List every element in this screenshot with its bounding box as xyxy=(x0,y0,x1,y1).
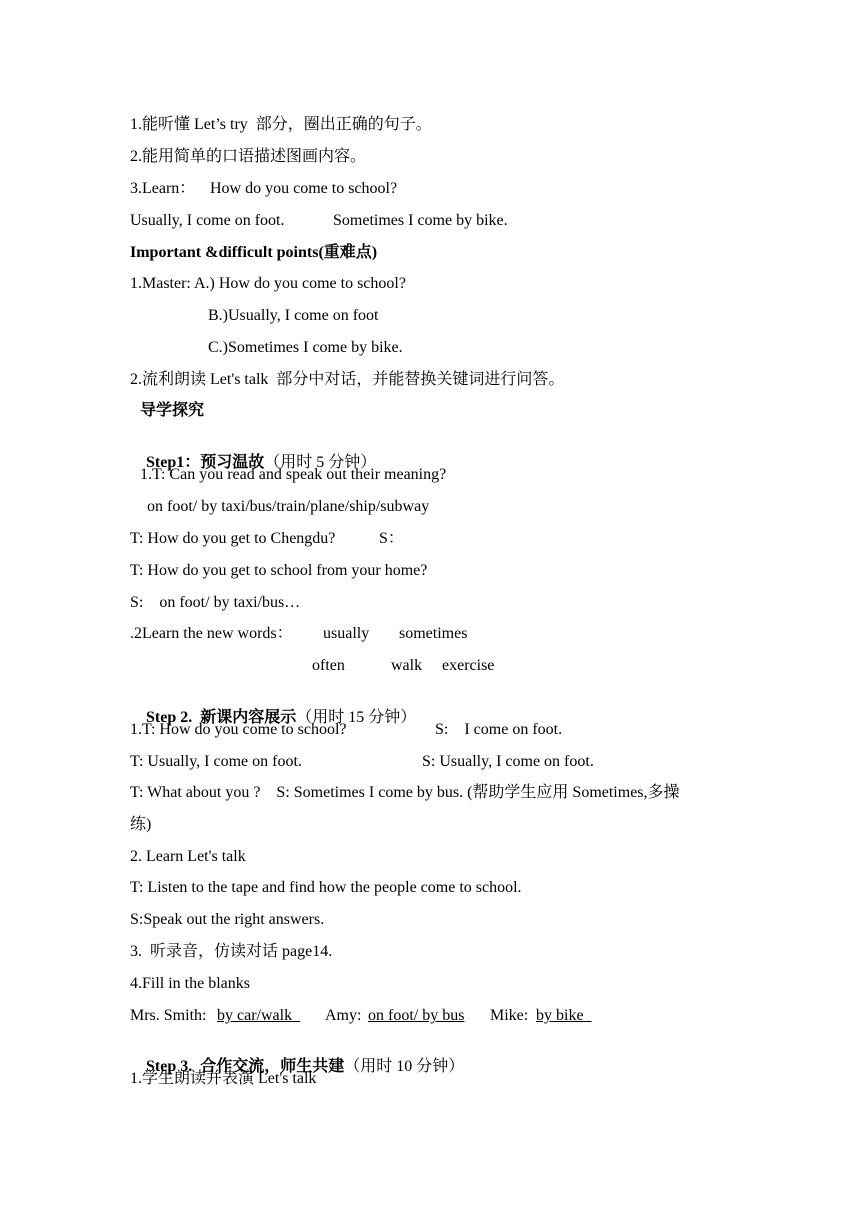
step1-question: 1.T: Can you read and speak out their meaning? xyxy=(140,466,447,483)
objective-4-usually: Usually, I come on foot. xyxy=(130,212,285,229)
step1-school-answer: S: on foot/ by taxi/bus… xyxy=(130,594,301,611)
step1-school-question: T: How do you get to school from your home? xyxy=(130,562,428,579)
step2-heading-time: （用时 15 分钟） xyxy=(296,709,417,726)
fill-mike-label: Mike: xyxy=(490,1007,529,1024)
fill-smith-label: Mrs. Smith: xyxy=(130,1007,207,1024)
word-walk: walk xyxy=(391,657,423,674)
step2-heading-title: Step 2. 新课内容展示 xyxy=(146,709,297,726)
step3-line1: 1.学生朗读并表演 Let's talk xyxy=(130,1070,317,1087)
objective-3-question: How do you come to school? xyxy=(210,180,398,197)
word-sometimes: sometimes xyxy=(399,625,468,642)
step2-line4: 2. Learn Let's talk xyxy=(130,848,246,865)
fill-mike-answer: by bike xyxy=(536,1007,592,1024)
step2-line8: 4.Fill in the blanks xyxy=(130,975,250,992)
fill-smith-answer: by car/walk xyxy=(217,1007,301,1024)
step1-heading-time: （用时 5 分钟） xyxy=(264,454,377,471)
objective-3-label: 3.Learn： xyxy=(130,180,196,197)
word-exercise: exercise xyxy=(442,657,495,674)
important-b: B.)Usually, I come on foot xyxy=(208,307,379,324)
step1-chengdu-answer: S： xyxy=(379,530,404,547)
step2-line2-teacher: T: Usually, I come on foot. xyxy=(130,753,302,770)
important-2: 2.流利朗读 Let's talk 部分中对话，并能替换关键词进行问答。 xyxy=(130,371,565,388)
step2-line1-teacher: 1.T: How do you come to school? xyxy=(130,721,347,738)
important-master: 1.Master: A.) How do you come to school? xyxy=(130,275,406,292)
step1-chengdu-question: T: How do you get to Chengdu? xyxy=(130,530,336,547)
word-often: often xyxy=(312,657,345,674)
fill-amy-label: Amy: xyxy=(325,1007,362,1024)
fill-amy-answer: on foot/ by bus xyxy=(368,1007,465,1024)
important-c: C.)Sometimes I come by bike. xyxy=(208,339,403,356)
objective-2: 2.能用简单的口语描述图画内容。 xyxy=(130,148,367,165)
step2-line6: S:Speak out the right answers. xyxy=(130,911,325,928)
step2-line1-student: S: I come on foot. xyxy=(435,721,563,738)
guide-heading: 导学探究 xyxy=(140,402,205,419)
step3-heading-time: （用时 10 分钟） xyxy=(344,1058,465,1075)
step2-line3-cont: 练) xyxy=(130,816,152,833)
step1-new-words-label: .2Learn the new words： xyxy=(130,625,293,642)
step2-line2-student: S: Usually, I come on foot. xyxy=(422,753,594,770)
step2-line5: T: Listen to the tape and find how the people come to school. xyxy=(130,879,522,896)
important-heading: Important &difficult points(重难点) xyxy=(130,244,378,261)
step1-heading-title: Step1：预习温故 xyxy=(146,454,265,471)
step3-heading-title: Step 3. 合作交流，师生共建 xyxy=(146,1058,345,1075)
objective-1: 1.能听懂 Let’s try 部分，圈出正确的句子。 xyxy=(130,116,432,133)
word-usually: usually xyxy=(323,625,370,642)
step2-line7: 3. 听录音，仿读对话 page14. xyxy=(130,943,333,960)
step2-line3: T: What about you ? S: Sometimes I come by bus. (帮助学生应用 Sometimes,多操 xyxy=(130,784,680,801)
objective-4-sometimes: Sometimes I come by bike. xyxy=(333,212,508,229)
step1-words: on foot/ by taxi/bus/train/plane/ship/subway xyxy=(147,498,430,515)
